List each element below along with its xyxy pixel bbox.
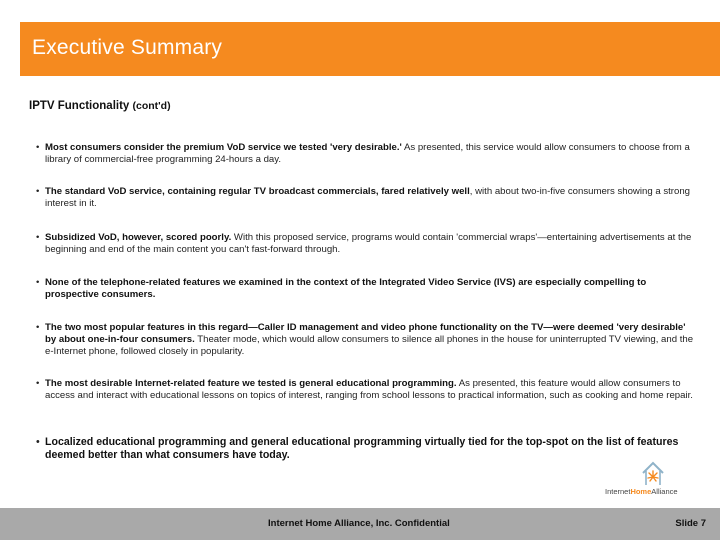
bullet-marker: • [36,142,40,153]
bullet-lead: None of the telephone-related features we examined in the context of the Integrated Video Service (IVS) are especially compelling to prospective consumers. [45,277,647,300]
section-heading-suffix: (cont'd) [132,100,171,112]
bullet-item [36,436,696,462]
bullet-marker: • [36,436,40,448]
footer-bar [0,508,720,540]
bullet-marker: • [36,186,40,197]
bullet-lead: The two most popular features in this regard—Caller ID management and video phone functionality on the TV—were deemed 'very desirable' by about one-in-four consumers. [45,322,686,345]
bullet-item [36,186,696,210]
logo-wordmark [605,487,678,496]
bullet-marker: • [36,378,40,389]
slide-title: Executive Summary [32,36,223,59]
bullet-marker: • [36,322,40,333]
bullet-item [36,277,696,301]
bullet-item [36,142,696,166]
bullet-lead: Subsidized VoD, however, scored poorly. [45,232,232,243]
bullet-body: As presented, this service would allow consumers to choose from a library of commercial-free programming 24-hours a day. [45,142,690,165]
bullet-marker: • [36,232,40,243]
confidential-notice: Internet Home Alliance, Inc. Confidential [268,518,450,529]
bullet-body: With this proposed service, programs would contain 'commercial wraps'—entertaining advertisements at the beginning and end of the main content you can't fast-forward through. [45,232,692,255]
bullet-lead: Localized educational programming and general educational programming virtually tied for the top-spot on the list of features deemed better than what consumers have today. [45,436,679,461]
bullet-body: Theater mode, which would allow consumers to silence all phones in the house for uninterrupted TV viewing, and the e-Internet phone, followed closely in popularity. [45,333,694,357]
section-heading-text: IPTV Functionality [29,100,130,112]
logo-word-alliance: Alliance [651,487,678,496]
bullet-item [36,232,696,256]
logo-word-internet: Internet [605,487,631,496]
bullet-lead: The most desirable Internet-related feature we tested is general educational programming. [45,378,457,389]
house-icon [605,457,700,487]
bullet-item [36,378,696,402]
bullet-item [36,322,696,357]
section-heading [29,100,171,112]
bullet-marker: • [36,277,40,288]
bullet-lead: The standard VoD service, containing regular TV broadcast commercials, fared relatively well [45,186,470,197]
title-bar [20,22,720,76]
internet-home-alliance-logo [605,457,700,499]
bullet-body: , with about two-in-five consumers showing a strong interest in it. [45,186,690,209]
bullet-body: As presented, this feature would allow consumers to access and interact with educational lessons on topics of interest, ranging from school lessons to practical information, such as cooking and home repair. [45,378,693,401]
slide-number: Slide 7 [675,518,706,529]
bullet-lead: Most consumers consider the premium VoD service we tested 'very desirable.' [45,142,402,153]
logo-word-home: Home [630,487,652,496]
